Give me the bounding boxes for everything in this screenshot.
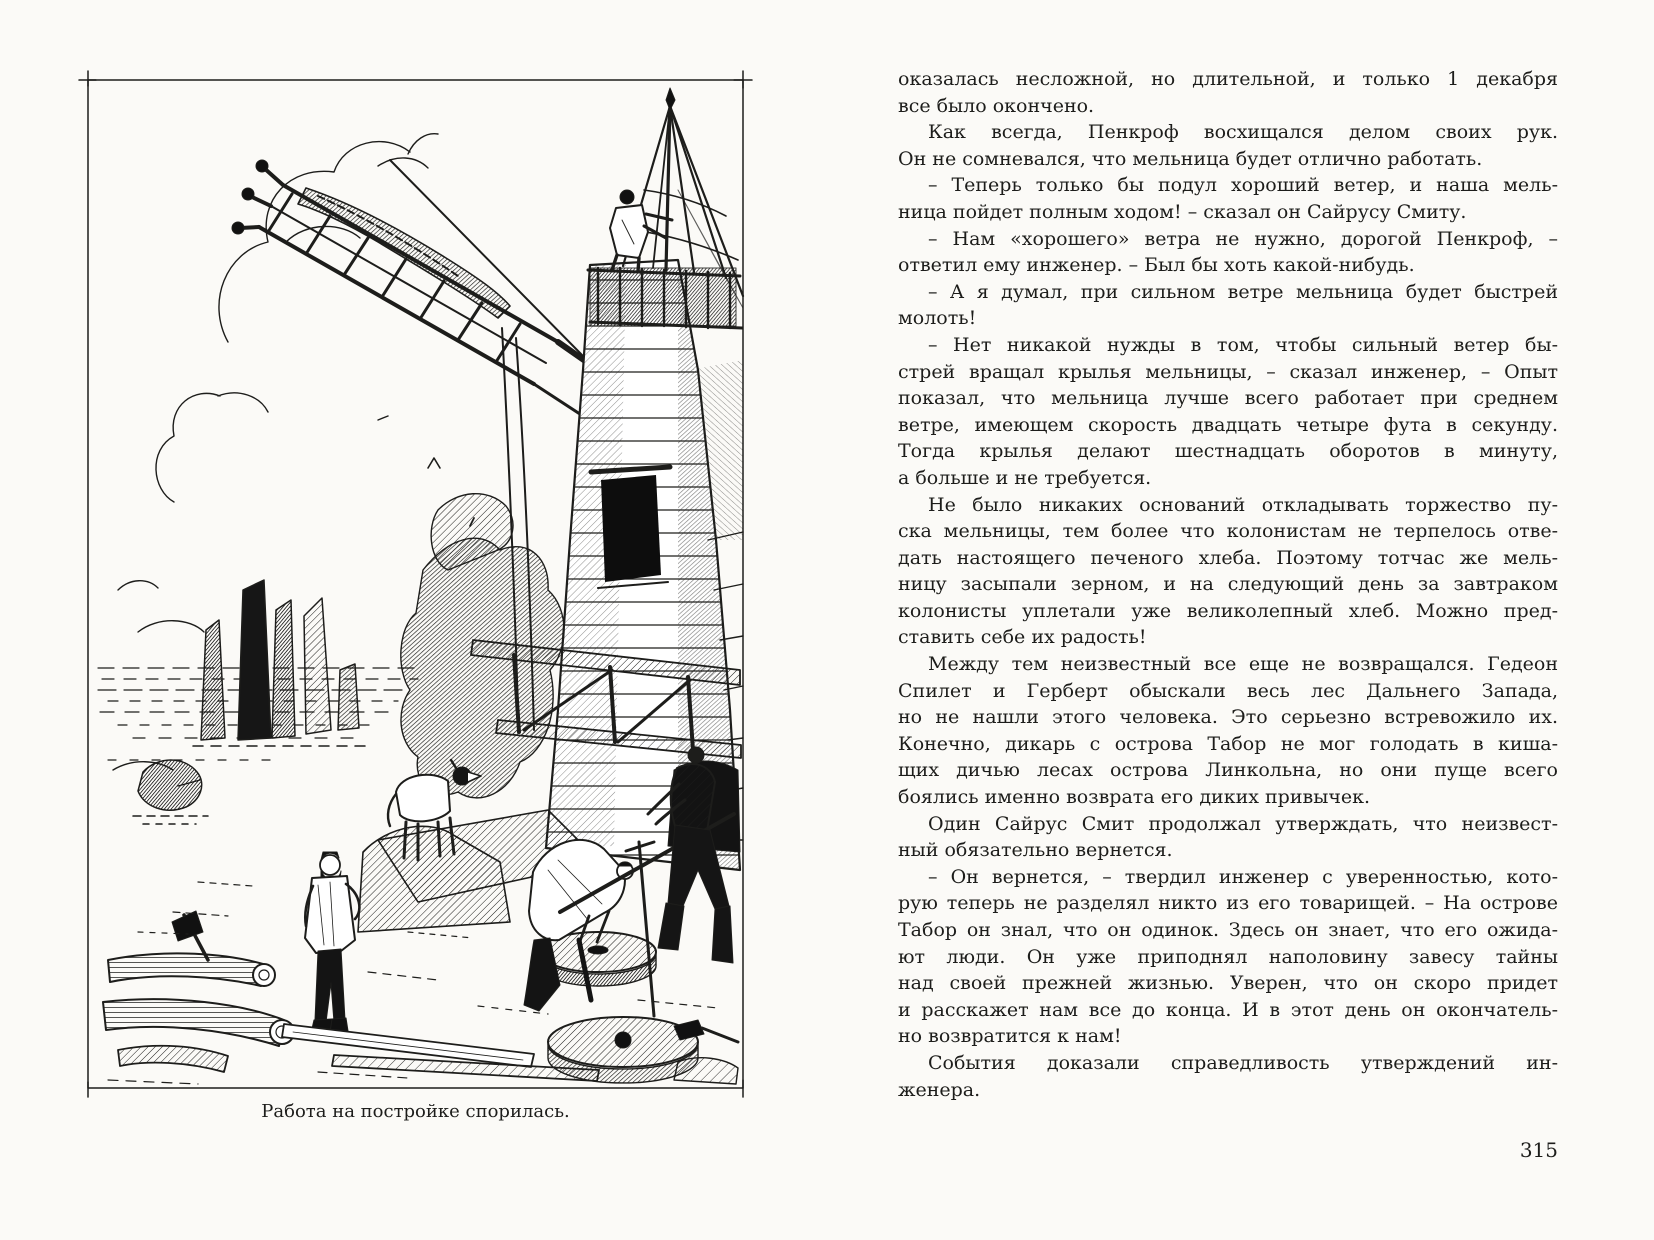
text-line: – Он вернется, – твердил инженер с уверенностью, кото- xyxy=(928,865,1558,888)
sea-rock xyxy=(133,760,208,824)
text-line: Не было никаких оснований откладывать торжество пу- xyxy=(928,493,1558,516)
body-text xyxy=(898,66,1558,1103)
text-line: женера. xyxy=(898,1078,981,1101)
text-line: показал, что мельница лучше всего работает при среднем xyxy=(898,387,1558,410)
text-line: Спилет и Герберт обыскали весь лес Дальнего Запада, xyxy=(898,679,1558,702)
text-line: стрей вращал крылья мельницы, – сказал инженер, – Опыт xyxy=(898,360,1558,383)
text-line: Он не сомневался, что мельница будет отлично работать. xyxy=(898,147,1483,170)
text-line: а больше и не требуется. xyxy=(898,466,1152,489)
standing-man xyxy=(305,852,359,1033)
text-line: События доказали справедливость утверждений ин- xyxy=(928,1051,1558,1074)
page-number: 315 xyxy=(1519,1138,1558,1162)
text-line: но не нашли этого человека. Это серьезно встревожило их. xyxy=(898,706,1558,729)
text-line: ветре, имеющем скорость двадцать четыре фута в секунду. xyxy=(898,413,1558,436)
text-line: ница пойдет полным ходом! – сказал он Сайрусу Смиту. xyxy=(898,200,1467,223)
text-line: ный обязательно вернется. xyxy=(898,839,1173,862)
text-line: – Теперь только бы подул хороший ветер, и наша мель- xyxy=(928,174,1558,197)
text-line: молоть! xyxy=(898,307,977,330)
text-line: оказалась несложной, но длительной, и только 1 декабря xyxy=(898,68,1558,90)
text-line: щих дичью лесах острова Линкольна, но они пуще всего xyxy=(898,759,1558,782)
illustration-caption: Работа на постройке спорилась. xyxy=(261,1101,570,1122)
right-page xyxy=(898,66,1558,1103)
text-line: дать настоящего печеного хлеба. Поэтому тотчас же мель- xyxy=(898,546,1558,569)
roof-frame xyxy=(588,88,743,328)
text-line: боялись именно возврата его диких привычек. xyxy=(898,786,1371,809)
menhir-stones xyxy=(193,580,368,746)
text-line: Табор он знал, что он одинок. Здесь он знает, что его ожида- xyxy=(898,919,1558,941)
text-line: Конечно, дикарь с острова Табор не мог голодать в киша- xyxy=(898,732,1558,755)
text-line: все было окончено. xyxy=(898,94,1095,117)
text-line: рую теперь не разделял никто из его товарищей. – На острове xyxy=(898,892,1558,915)
text-line: колонисты уплетали уже великолепный хлеб. Можно пред- xyxy=(898,599,1558,622)
text-line: над своей прежней жизнью. Уверен, что он скоро придет xyxy=(898,972,1558,995)
central-worker xyxy=(524,840,656,1016)
text-line: Тогда крылья делают шестнадцать оборотов в минуту, xyxy=(898,440,1558,463)
text-line: но возвратится к нам! xyxy=(898,1025,1122,1048)
text-line: Между тем неизвестный все еще не возвращался. Гедеон xyxy=(928,653,1558,676)
text-line: ставить себе их радость! xyxy=(898,626,1147,649)
text-line: – А я думал, при сильном ветре мельница будет быстрей xyxy=(928,280,1558,303)
left-page xyxy=(78,70,753,1123)
text-line: ска мельницы, тем более что колонистам не терпелось отве- xyxy=(898,520,1558,543)
windmill-illustration xyxy=(78,70,753,1098)
text-line: – Нам «хорошего» ветра не нужно, дорогой Пенкроф, – xyxy=(928,227,1558,250)
text-line: Как всегда, Пенкроф восхищался делом своих рук. xyxy=(928,121,1558,144)
text-line: Один Сайрус Смит продолжал утверждать, что неизвест- xyxy=(928,812,1558,835)
text-line: и расскажет нам все до конца. И в этот день он окончатель- xyxy=(898,998,1558,1021)
text-line: ницу засыпали зерном, и на следующий день за завтраком xyxy=(898,573,1558,596)
text-line: ответил ему инженер. – Был бы хоть какой-нибудь. xyxy=(898,254,1415,277)
text-line: – Нет никакой нужды в том, чтобы сильный ветер бы- xyxy=(928,333,1558,356)
text-line: ют люди. Он уже приподнял наполовину завесу тайны xyxy=(898,945,1558,968)
